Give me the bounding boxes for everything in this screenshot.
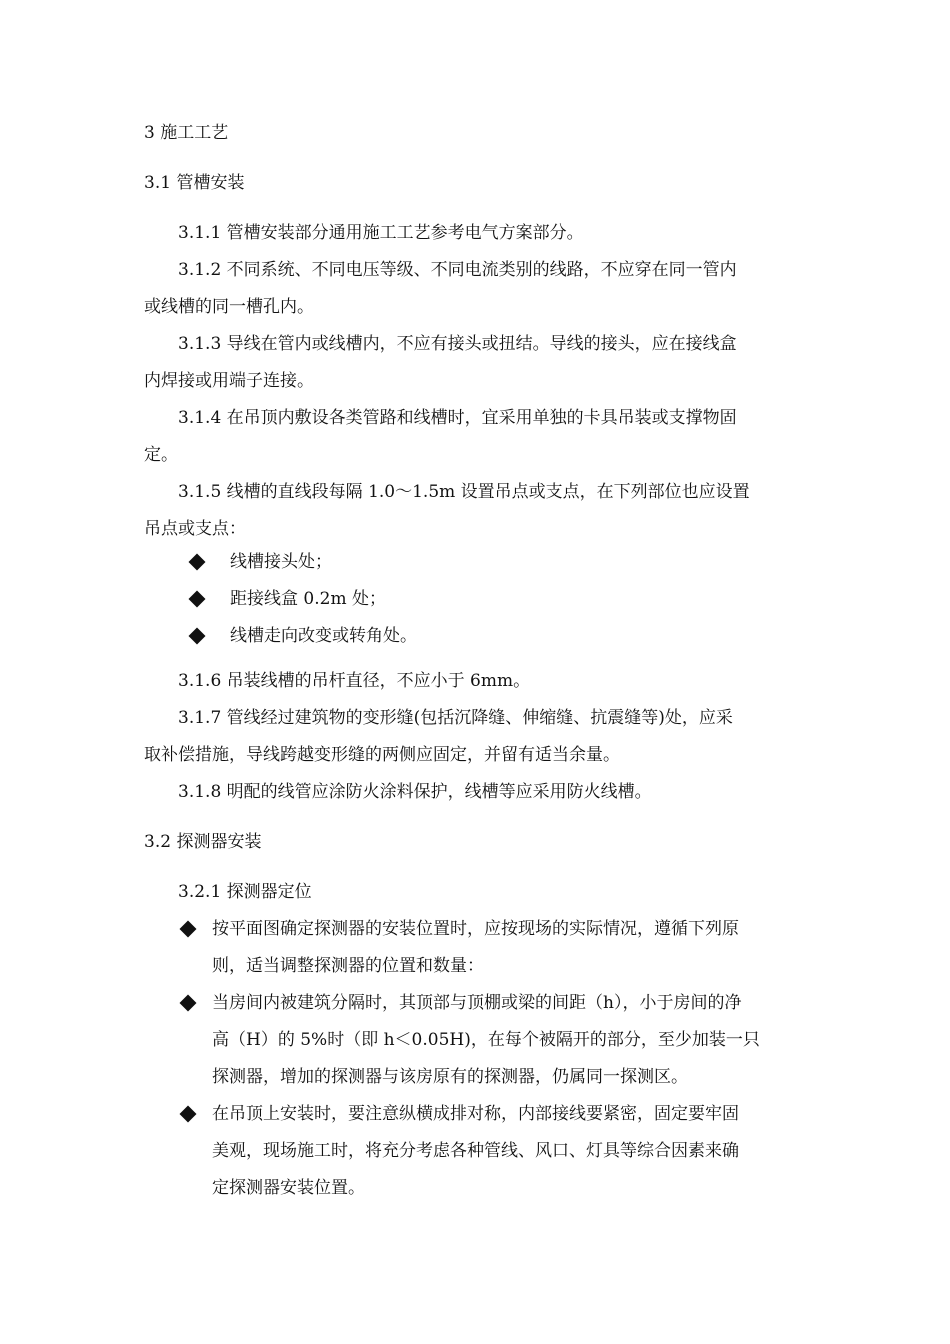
diamond-bullet-icon (180, 995, 197, 1012)
subsection-heading: 3.2 探测器安装 (144, 832, 262, 852)
list-item: 距接线盒 0.2m 处； (230, 589, 386, 609)
list-item: 线槽走向改变或转角处。 (230, 626, 417, 646)
paragraph-continuation: 取补偿措施，导线跨越变形缝的两侧应固定，并留有适当余量。 (144, 745, 620, 765)
list-item-line: 探测器，增加的探测器与该房原有的探测器，仍属同一探测区。 (212, 1067, 688, 1087)
paragraph: 3.1.3 导线在管内或线槽内，不应有接头或扭结。导线的接头，应在接线盒 (178, 334, 737, 354)
diamond-bullet-icon (189, 628, 206, 645)
list-item-line: 按平面图确定探测器的安装位置时，应按现场的实际情况，遵循下列原 (212, 919, 739, 939)
list-item-line: 在吊顶上安装时，要注意纵横成排对称，内部接线要紧密，固定要牢固 (212, 1104, 739, 1124)
paragraph: 3.1.1 管槽安装部分通用施工工艺参考电气方案部分。 (178, 223, 584, 243)
diamond-bullet-icon (189, 554, 206, 571)
list-item: 线槽接头处； (230, 552, 332, 572)
section-heading: 3 施工工艺 (144, 123, 229, 143)
diamond-bullet-icon (180, 1106, 197, 1123)
paragraph: 3.1.8 明配的线管应涂防火涂料保护，线槽等应采用防火线槽。 (178, 782, 652, 802)
paragraph: 3.1.2 不同系统、不同电压等级、不同电流类别的线路，不应穿在同一管内 (178, 260, 737, 280)
diamond-bullet-icon (180, 921, 197, 938)
paragraph: 3.1.7 管线经过建筑物的变形缝(包括沉降缝、伸缩缝、抗震缝等)处，应采 (178, 708, 733, 728)
paragraph-continuation: 或线槽的同一槽孔内。 (144, 297, 314, 317)
diamond-bullet-icon (189, 591, 206, 608)
list-item-line: 定探测器安装位置。 (212, 1178, 365, 1198)
list-item-line: 美观，现场施工时，将充分考虑各种管线、风口、灯具等综合因素来确 (212, 1141, 739, 1161)
subsection-heading: 3.1 管槽安装 (144, 173, 245, 193)
list-item-line: 则，适当调整探测器的位置和数量： (212, 956, 484, 976)
list-item-line: 当房间内被建筑分隔时，其顶部与顶棚或梁的间距（h），小于房间的净 (212, 993, 742, 1013)
paragraph: 3.1.6 吊装线槽的吊杆直径，不应小于 6mm。 (178, 671, 531, 691)
list-item-line: 高（H）的 5%时（即 h＜0.05H)，在每个被隔开的部分，至少加装一只 (212, 1030, 760, 1050)
paragraph-continuation: 吊点或支点： (144, 519, 246, 539)
paragraph-continuation: 内焊接或用端子连接。 (144, 371, 314, 391)
paragraph: 3.1.4 在吊顶内敷设各类管路和线槽时，宜采用单独的卡具吊装或支撑物固 (178, 408, 737, 428)
paragraph: 3.2.1 探测器定位 (178, 882, 312, 902)
paragraph: 3.1.5 线槽的直线段每隔 1.0～1.5m 设置吊点或支点，在下列部位也应设置 (178, 482, 750, 502)
paragraph-continuation: 定。 (144, 445, 178, 465)
